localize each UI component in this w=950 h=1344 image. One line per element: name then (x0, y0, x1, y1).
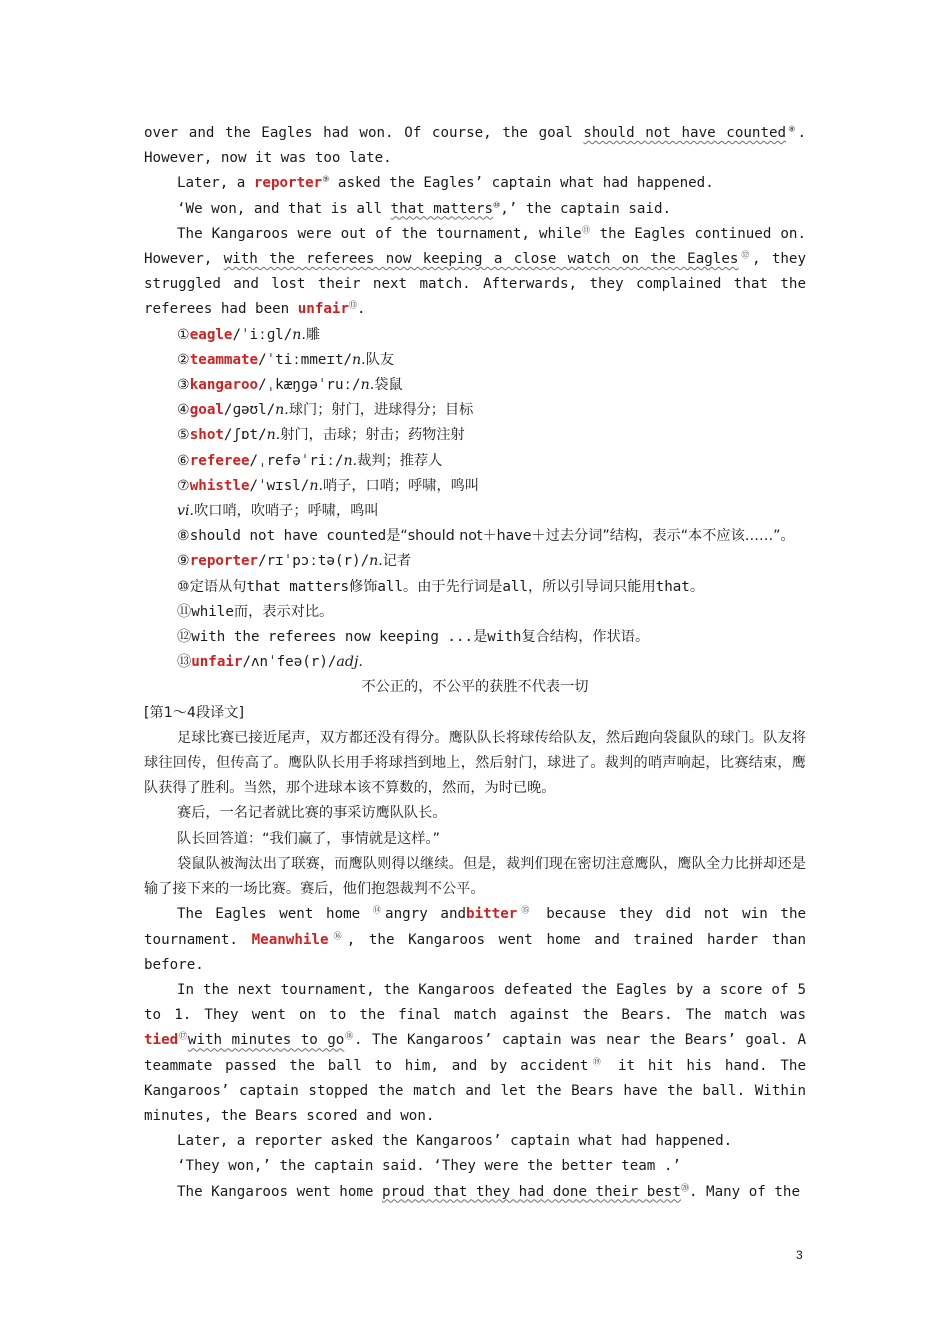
text-run: The Eagles went home (177, 906, 373, 923)
text-run: ⑦ (177, 477, 190, 494)
text-run: angry and (385, 906, 467, 923)
text-run: n. (352, 351, 366, 368)
text-run: /ˈtiːmmeɪt/ (258, 351, 353, 368)
text-run: ⑥ (177, 452, 190, 469)
underlined-phrase: proud that they had done their best (382, 1183, 681, 1200)
text-run: /ˈiːɡl/ (232, 326, 293, 343)
text-run: 修饰 (349, 578, 378, 595)
footnote-marker: ⑭ (372, 905, 386, 915)
text-run: 足球比赛已接近尾声，双方都还没有得分。鹰队队长将球传给队友，然后跑向袋鼠队的球门。队友将球往回传，但传高了。鹰队队长用手将球挡到地上，然后射门，球进了。裁判的哨声响起，比赛结束，鹰队获得了胜利。当然，那个进球本该不算数的，然而，为时已晚。 (144, 729, 806, 797)
paragraph (144, 222, 806, 323)
text-run: . However, now it was too late. (144, 125, 806, 167)
text-run: vi. (177, 503, 195, 520)
page-number: 3 (796, 1248, 803, 1262)
footnote-marker: ⑯ (328, 930, 347, 940)
text-run: over and the Eagles had won. Of course, the goal (144, 125, 584, 141)
text-run: 复合结构，作状语。 (521, 629, 650, 646)
text-run: 吹口哨，吹哨子；呼啸，鸣叫 (194, 503, 379, 520)
text-run: ⑧should not have counted (177, 528, 387, 545)
paragraph (144, 348, 806, 373)
footnote-marker: ⑧ (786, 124, 798, 134)
paragraph (144, 197, 806, 222)
text-run: that (655, 578, 690, 595)
text-run: The Kangaroos went home (177, 1183, 382, 1200)
paragraph (144, 1129, 806, 1154)
text-run: , they struggled and lost their next match. Afterwards, they complained that the referees had been (144, 251, 807, 318)
paragraph (144, 423, 806, 448)
text-run: ‘We won, and that is all (177, 200, 391, 217)
paragraph (144, 902, 806, 978)
paragraph (144, 549, 806, 574)
footnote-marker: ⑫ (738, 250, 752, 260)
underlined-phrase: that matters (390, 200, 494, 217)
text-run: 雕 (305, 326, 321, 343)
paragraph (144, 701, 806, 726)
vocab-word: whistle (189, 477, 250, 494)
paragraph (144, 801, 806, 826)
underlined-phrase: should not have counted (583, 125, 787, 141)
paragraph (144, 524, 806, 549)
text-run: the Eagles continued on. However, (144, 225, 806, 268)
footnote-marker: ⑱ (344, 1031, 355, 1041)
text-run: n. (309, 477, 323, 494)
text-run: /rɪˈpɔːtə(r)/ (258, 553, 370, 570)
text-run: that matters (246, 578, 349, 595)
text-run: /ɡəʊl/ (223, 402, 276, 419)
footnote-marker: ⑬ (349, 300, 357, 310)
text-run: 袋鼠 (374, 377, 403, 394)
text-run: 是“should not＋have＋过去分词”结构，表示“本不应该……”。 (386, 528, 795, 545)
text-run: n. (292, 326, 306, 343)
vocab-word: goal (189, 402, 224, 419)
paragraph (144, 1154, 806, 1179)
text-run: 。由于先行词是 (403, 578, 503, 595)
text-run: n. (360, 377, 375, 394)
text-run: n. (275, 402, 289, 419)
paragraph (144, 600, 806, 625)
text-run: because they did not win the tournament. (144, 906, 807, 948)
text-run: 是 (473, 629, 488, 646)
vocab-word: teammate (189, 351, 259, 368)
vocab-word: reporter (253, 175, 323, 192)
text-run: ③ (177, 377, 190, 394)
footnote-marker: ⑲ (588, 1056, 606, 1066)
text-run: /ˌrefəˈriː/ (249, 452, 344, 469)
text-run: 不公正的，不公平的获胜不代表一切 (361, 679, 589, 696)
vocab-word: unfair (191, 654, 243, 671)
text-run: n. (266, 427, 281, 444)
paragraph (144, 398, 806, 423)
paragraph (144, 1180, 806, 1205)
text-run: it hit his hand. The Kangaroos’ captain stopped the match and let the Bears have the ball. Within minutes, the Bears scored and won. (144, 1057, 807, 1124)
paragraph (144, 726, 806, 802)
paragraph (144, 827, 806, 852)
text-run: ④ (177, 402, 190, 419)
paragraph (144, 852, 806, 902)
vocab-word: Meanwhile (251, 931, 329, 948)
text-run: . Many of the (688, 1183, 801, 1200)
text-run: 记者 (382, 553, 412, 570)
vocab-word: bitter (466, 906, 518, 923)
text-run: Later, a (177, 175, 254, 192)
text-run: 袋鼠队被淘汰出了联赛，而鹰队则得以继续。但是，裁判们现在密切注意鹰队，鹰队全力比拼却还是输了接下来的一场比赛。赛后，他们抱怨裁判不公平。 (144, 855, 806, 898)
paragraph (144, 625, 806, 650)
text-run: /ˈwɪsl/ (249, 477, 310, 494)
vocab-word: referee (189, 452, 250, 469)
text-run: adj. (336, 654, 363, 671)
paragraph (144, 449, 806, 474)
text-run: , the Kangaroos went home and trained harder than before. (144, 931, 807, 973)
vocab-word: shot (189, 427, 224, 444)
text-run: ① (177, 326, 190, 343)
vocab-word: tied (144, 1032, 179, 1049)
text-run: ⑨ (177, 553, 190, 570)
text-run: /ʌnˈfeə(r)/ (242, 654, 337, 671)
text-run: Later, a reporter asked the Kangaroos’ captain what had happened. (177, 1133, 733, 1150)
text-run: /ˌkæŋɡəˈruː/ (258, 377, 361, 394)
footnote-marker: ⑮ (517, 905, 534, 915)
footnote-marker: ⑰ (178, 1031, 188, 1041)
text-run: ，所以引导词只能用 (527, 578, 656, 595)
text-run: all (502, 578, 528, 595)
footnote-marker: ⑪ (581, 225, 591, 235)
text-run: 队长回答道：“我们赢了，事情就是这样。” (177, 830, 440, 847)
text-run: all (377, 578, 404, 595)
text-run: . (357, 301, 366, 318)
vocab-word: kangaroo (189, 377, 259, 394)
text-run: 球门；射门，进球得分；目标 (288, 402, 474, 419)
underlined-phrase: with minutes to go (187, 1032, 345, 1049)
text-run: 定语从句 (189, 578, 247, 595)
paragraph (144, 575, 806, 600)
vocab-word: unfair (297, 301, 349, 318)
paragraph (144, 121, 806, 171)
text-run: ⑤ (177, 427, 190, 444)
text-run: ⑬ (177, 654, 192, 671)
text-run: ⑪while (177, 603, 234, 620)
paragraph (144, 373, 806, 398)
text-run: 队友 (365, 351, 395, 368)
text-run: In the next tournament, the Kangaroos defeated the Eagles by a score of 5 to 1. They went on to the final match against the Bears. The match was (144, 981, 806, 1024)
text-run: The Kangaroos were out of the tournament, while (177, 225, 582, 242)
footnote-marker: ⑨ (322, 174, 330, 184)
paragraph (144, 499, 806, 524)
paragraph (144, 978, 806, 1129)
text-run: 裁判；推荐人 (357, 452, 443, 469)
vocab-word: reporter (189, 553, 259, 570)
text-run: [第1～4段译文] (144, 704, 245, 721)
text-run: ,’ the captain said. (500, 200, 672, 217)
document-body (144, 121, 806, 1205)
text-run: ‘They won,’ the captain said. ‘They were the better team .’ (177, 1158, 681, 1175)
text-run: 赛后，一名记者就比赛的事采访鹰队队长。 (177, 805, 447, 822)
paragraph (144, 171, 806, 196)
paragraph (144, 474, 806, 499)
vocab-word: eagle (189, 326, 233, 343)
text-run: ⑩ (177, 578, 190, 595)
text-run: 射门，击球；射击；药物注射 (280, 427, 465, 444)
text-run: /ʃɒt/ (223, 427, 267, 444)
paragraph (144, 675, 806, 700)
text-run: n. (369, 553, 383, 570)
text-run: ② (177, 351, 190, 368)
underlined-phrase: with the referees now keeping a close watch on the Eagles (223, 251, 739, 268)
text-run: 而，表示对比。 (233, 603, 334, 620)
text-run: asked the Eagles’ captain what had happened. (329, 175, 714, 192)
text-run: ⑫with the referees now keeping ... (177, 629, 474, 646)
footnote-marker: ⑳ (680, 1182, 689, 1192)
text-run: . The Kangaroos’ captain was near the Bears’ goal. A teammate passed the ball to him, and by accident (144, 1032, 807, 1074)
text-run: n. (343, 452, 358, 469)
text-run: with (487, 629, 522, 646)
paragraph (144, 650, 806, 675)
text-run: 。 (689, 578, 705, 595)
paragraph (144, 323, 806, 348)
text-run: 哨子，口哨；呼啸，鸣叫 (322, 477, 480, 494)
footnote-marker: ⑩ (493, 199, 501, 209)
